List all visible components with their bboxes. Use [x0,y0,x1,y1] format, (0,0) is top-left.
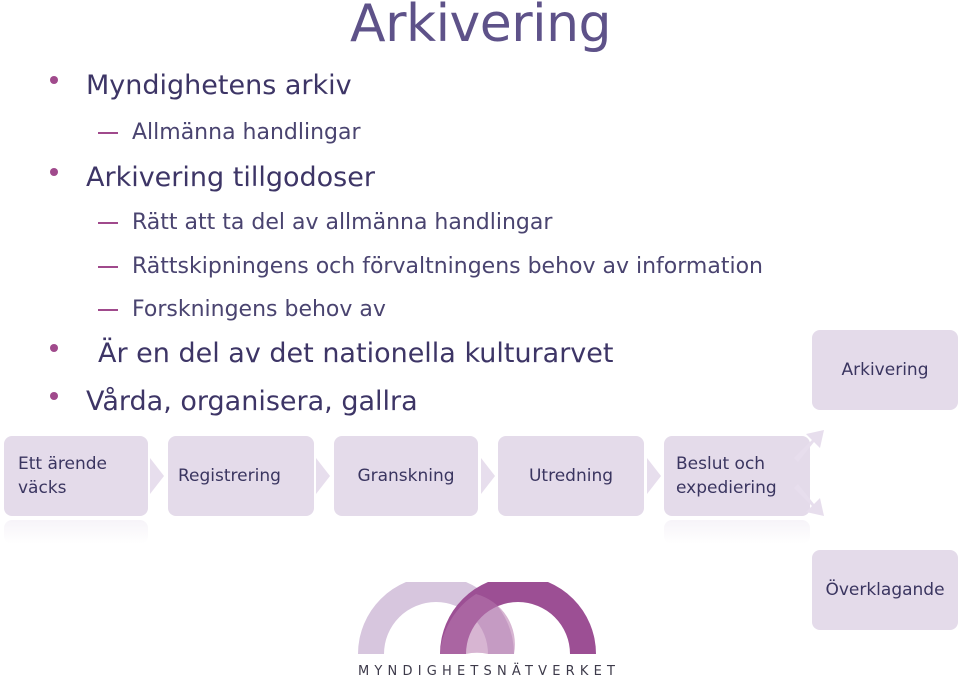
bullet-dash-icon [98,222,118,224]
reflection [4,520,148,544]
bullet-text: Är en del av det nationella kulturarvet [98,338,614,369]
process-step-label: Registrering [178,466,281,486]
branch-label: Arkivering [841,360,929,380]
bullet-dash-icon [98,132,118,134]
branch-box [812,550,958,630]
sub-bullet-item [132,120,361,145]
bullet-dot-icon [50,168,58,176]
process-step-box [498,436,644,516]
process-step-label: Utredning [528,466,614,486]
bullet-item [86,162,375,193]
sub-bullet-item [132,254,763,279]
slide-title: Arkivering [350,0,612,54]
sub-bullet-text: Forskningens behov av [132,297,386,322]
logo-wordmark: MYNDIGHETSNÄTVERKET [358,664,621,679]
flow-arrow-icon [481,458,495,494]
bullet-item [98,338,613,369]
sub-bullet-text: Rättskipningens och förvaltningens behov av information [132,254,763,279]
bullet-dot-icon [50,76,58,84]
process-step-box [4,436,148,516]
bullet-dash-icon [98,309,118,311]
bullet-text: Arkivering tillgodoser [86,162,375,193]
process-step-label: Ett ärende väcks [18,454,107,498]
process-step-label: Beslut och expediering [676,454,777,498]
bullet-item [86,70,352,101]
bullet-text: Myndighetens arkiv [86,70,352,101]
bullet-dot-icon [50,344,58,352]
bullet-dash-icon [98,266,118,268]
reflection [664,520,810,544]
sub-bullet-item [132,210,552,235]
process-step-box [334,436,478,516]
sub-bullet-text: Allmänna handlingar [132,120,361,145]
bullet-item [86,386,418,417]
branch-label: Överklagande [825,580,945,600]
myndighetsnatverket-logo-icon [354,582,604,660]
flow-arrow-icon [316,458,330,494]
bullet-dot-icon [50,392,58,400]
process-step-box [664,436,810,516]
sub-bullet-text: Rätt att ta del av allmänna handlingar [132,210,553,235]
flow-arrow-icon [150,458,164,494]
branch-arrows-icon [790,418,830,528]
sub-bullet-item [132,297,386,322]
process-step-box [168,436,314,516]
flow-arrow-icon [647,458,661,494]
process-step-label: Granskning [357,466,455,486]
bullet-text: Vårda, organisera, gallra [86,386,418,417]
branch-box [812,330,958,410]
